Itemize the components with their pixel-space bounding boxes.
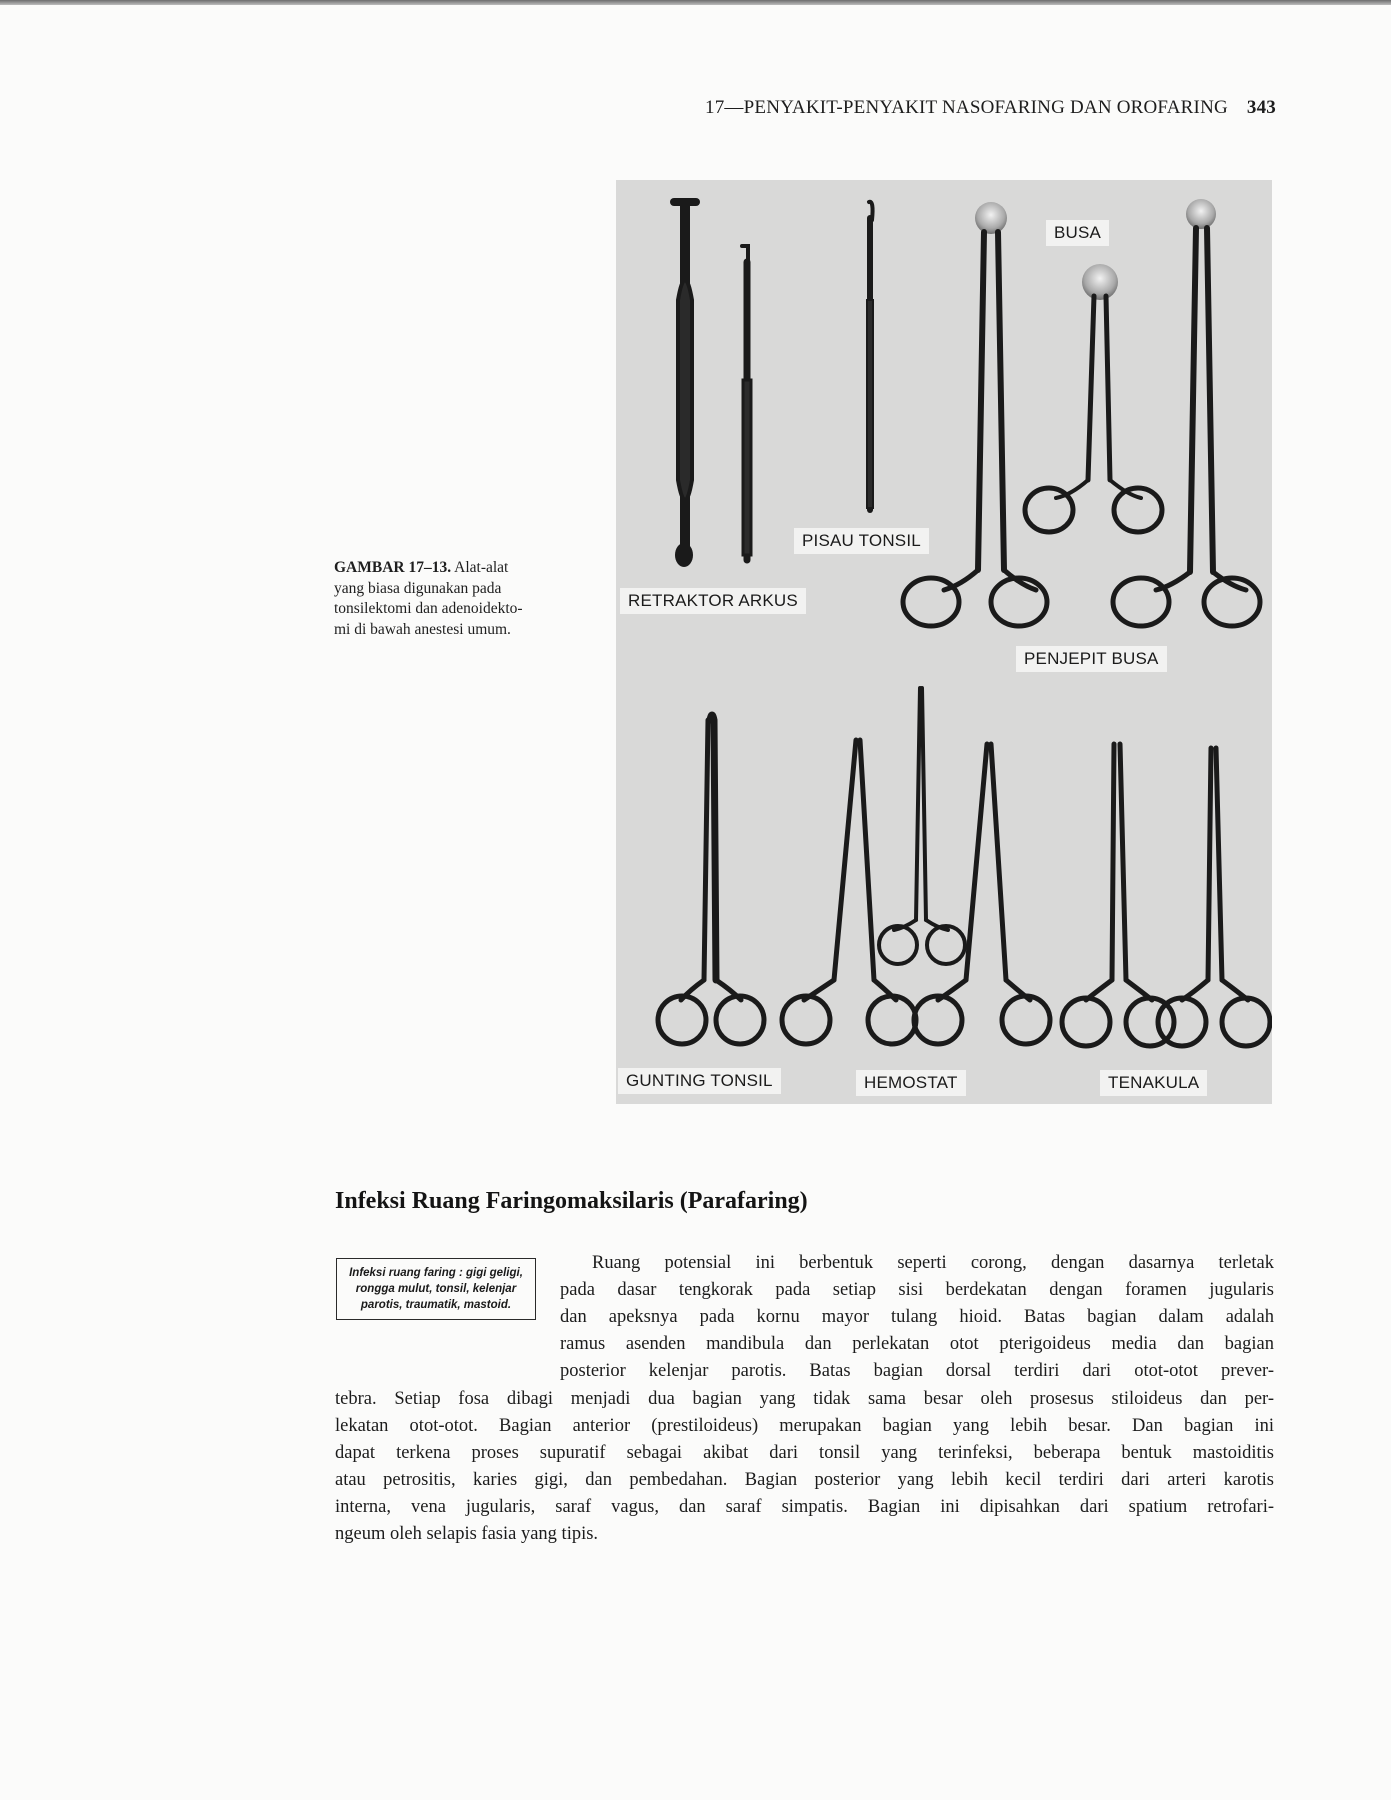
tonsil-knife-instrument [867,202,873,510]
body-line: dan apeksnya pada kornu mayor tulang hioid. Batas bagian dalam adalah [560,1307,1274,1327]
body-text [0,1250,1391,1550]
caption-line: mi di bawah anestesi umum. [334,620,511,638]
caption-line: tonsilektomi dan adenoidekto- [334,600,523,617]
instrument-figure [616,180,1272,1104]
dissector-instrument [742,246,751,560]
body-line: Ruang potensial ini berbentuk seperti corong, dengan dasarnya terletak [592,1253,1274,1273]
label-penjepit-busa: PENJEPIT BUSA [1016,646,1167,672]
label-pisau-tonsil: PISAU TONSIL [794,528,929,554]
body-line: interna, vena jugularis, saraf vagus, dan saraf simpatis. Bagian ini dipisahkan dari spatium retrofari- [335,1497,1274,1517]
caption-line: Alat-alat [454,559,509,576]
sponge-forceps-right [1113,199,1260,626]
body-line: tebra. Setiap fosa dibagi menjadi dua bagian yang tidak sama besar oleh prosesus stiloideus dan per- [335,1389,1274,1409]
hemostat-right [914,744,1050,1044]
label-tenakula: TENAKULA [1100,1070,1207,1096]
section-heading: Infeksi Ruang Faringomaksilaris (Parafaring) [335,1188,808,1214]
tenaculum-left [1062,744,1174,1046]
body-line: posterior kelenjar parotis. Batas bagian dorsal terdiri dari otot-otot prever- [560,1361,1274,1381]
sponge-forceps-center [1025,264,1162,532]
sidebar-note: Infeksi ruang faring : gigi geligi, rongga mulut, tonsil, kelenjar parotis, traumatik, mastoid. [336,1258,536,1320]
running-head [0,97,1276,119]
label-retraktor-arkus: RETRAKTOR ARKUS [620,588,806,614]
body-line: ngeum oleh selapis fasia yang tipis. [335,1524,599,1544]
tenaculum-right [1158,748,1270,1046]
retractor-instrument [674,202,696,567]
page-number: 343 [1246,97,1276,118]
tonsil-scissors-instrument [658,715,764,1044]
running-title: 17—PENYAKIT-PENYAKIT NASOFARING DAN OROFARING [705,97,1228,118]
sponge-forceps-left [903,202,1047,626]
body-line: lekatan otot-otot. Bagian anterior (prestiloideus) merupakan bagian yang lebih besar. Dan bagian ini [335,1416,1274,1436]
label-busa: BUSA [1046,220,1109,246]
instrument-illustration [616,180,1272,1104]
page-top-edge [0,0,1391,5]
body-line: dapat terkena proses supuratif sebagai akibat dari tonsil yang terinfeksi, beberapa bentuk mastoiditis [335,1443,1274,1463]
body-line: ramus asenden mandibula dan perlekatan otot pterigoideus media dan bagian [560,1334,1274,1354]
hemostat-left [782,740,916,1044]
caption-head: GAMBAR 17–13. [334,559,452,576]
figure-caption [334,558,562,640]
caption-line: yang biasa digunakan pada [334,579,502,597]
label-gunting-tonsil: GUNTING TONSIL [618,1068,781,1094]
body-line: pada dasar tengkorak pada setiap sisi berdekatan dengan foramen jugularis [560,1280,1274,1300]
hemostat-center [879,688,965,964]
label-hemostat: HEMOSTAT [856,1070,966,1096]
body-line: atau petrositis, karies gigi, dan pembedahan. Bagian posterior yang lebih kecil terdiri dari arteri karotis [335,1470,1274,1490]
